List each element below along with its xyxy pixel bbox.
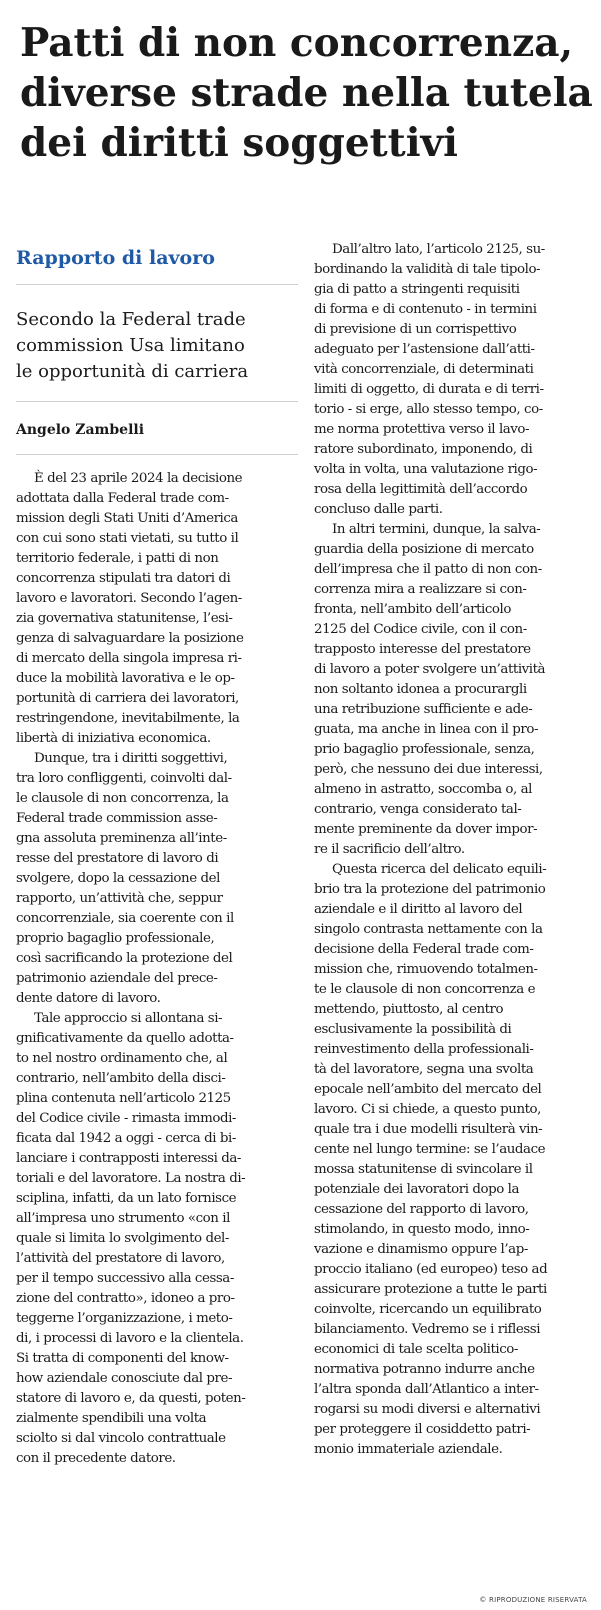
text-line: per il tempo successivo alla cessa- [16,1271,234,1286]
text-line: gia di patto a stringenti requisiti [314,282,520,297]
text-line: proprio bagaglio professionale, [16,931,215,946]
left-column-body [16,469,298,1469]
text-line: proccio italiano (ed europeo) teso ad [314,1262,548,1277]
text-line: duce la mobilità lavorativa e le op- [16,671,235,686]
headline-line: diverse strade nella tutela [20,70,593,116]
subheadline [16,307,298,402]
text-line: torio - si erge, allo stesso tempo, co- [314,402,543,417]
text-line: quale tra i due modelli risulterà vin- [314,1122,543,1137]
text-line: economici di tale scelta politico- [314,1342,518,1357]
section-kicker: Rapporto di lavoro [16,244,298,285]
text-line: monio immateriale aziendale. [314,1442,503,1457]
text-line: del Codice civile - rimasta immodi- [16,1111,236,1126]
author-byline: Angelo Zambelli [16,420,298,455]
text-line: teggerne l’organizzazione, i meto- [16,1311,233,1326]
text-line: gnificativamente da quello adotta- [16,1031,234,1046]
text-line: me norma protettiva verso il lavo- [314,422,530,437]
text-line: vazione e dinamismo oppure l’ap- [314,1242,528,1257]
text-line: di previsione di un corrispettivo [314,322,517,337]
text-line: zia governativa statunitense, l’esi- [16,611,233,626]
text-line: epocale nell’ambito del mercato del [314,1082,542,1097]
text-line: mossa statunitense di svincolare il [314,1162,533,1177]
right-column [314,240,585,1460]
text-line: concluso dalle parti. [314,502,443,517]
text-line: fronta, nell’ambito dell’articolo [314,602,511,617]
text-line: adeguato per l’astensione dall’atti- [314,342,535,357]
text-line: coinvolte, ricercando un equilibrato [314,1302,542,1317]
headline [20,18,593,168]
text-line: mission che, rimuovendo totalmen- [314,962,538,977]
text-line: almeno in astratto, soccomba o, al [314,782,532,797]
text-line: singolo contrasta nettamente con la [314,922,543,937]
text-line: patrimonio aziendale del prece- [16,971,218,986]
text-line: Dall’altro lato, l’articolo 2125, su- [332,242,545,257]
text-line: l’attività del prestatore di lavoro, [16,1251,225,1266]
text-line: prio bagaglio professionale, senza, [314,742,535,757]
text-line: però, che nessuno dei due interessi, [314,762,543,777]
paragraph [314,860,585,1460]
text-line: gna assoluta preminenza all’inte- [16,831,227,846]
text-line: per proteggere il cosiddetto patri- [314,1422,531,1437]
text-line: rogarsi su modi diversi e alternativi [314,1402,541,1417]
text-line: stimolando, in questo modo, inno- [314,1222,530,1237]
text-line: libertà di iniziativa economica. [16,731,211,746]
text-line: brio tra la protezione del patrimonio [314,882,546,897]
text-line: ficata dal 1942 a oggi - cerca di bi- [16,1131,236,1146]
subheadline-line: Secondo la Federal trade [16,309,246,330]
text-line: Federal trade commission asse- [16,811,218,826]
text-line: volta in volta, una valutazione rigo- [314,462,538,477]
subheadline-line: commission Usa limitano [16,335,245,356]
text-line: plina contenuta nell’articolo 2125 [16,1091,231,1106]
text-line: guardia della posizione di mercato [314,542,534,557]
text-line: sciolto si dal vincolo contrattuale [16,1431,226,1446]
left-column [16,244,298,1469]
text-line: esclusivamente la possibilità di [314,1022,512,1037]
text-line: di mercato della singola impresa ri- [16,651,242,666]
text-line: genza di salvaguardare la posizione [16,631,244,646]
text-line: bilanciamento. Vedremo se i riflessi [314,1322,541,1337]
text-line: con cui sono stati vietati, su tutto il [16,531,239,546]
text-line: rosa della legittimità dell’accordo [314,482,528,497]
text-line: zione del contratto», idoneo a pro- [16,1291,235,1306]
text-line: l’altra sponda dall’Atlantico a inter- [314,1382,539,1397]
text-line: vità concorrenziale, di determinati [314,362,534,377]
copyright-notice: © RIPRODUZIONE RISERVATA [479,1596,587,1604]
text-line: lavoro e lavoratori. Secondo l’agen- [16,591,242,606]
text-line: te le clausole di non concorrenza e [314,982,536,997]
text-line: di, i processi di lavoro e la clientela. [16,1331,244,1346]
text-line: di lavoro a poter svolgere un’attività [314,662,546,677]
text-line: una retribuzione sufficiente e ade- [314,702,533,717]
text-line: restringendone, inevitabilmente, la [16,711,240,726]
text-line: contrario, nell’ambito della disci- [16,1071,226,1086]
text-line: mente preminente da dover impor- [314,822,538,837]
text-line: concorrenza stipulati tra datori di [16,571,231,586]
text-line: assicurare protezione a tutte le parti [314,1282,547,1297]
text-line: zialmente spendibili una volta [16,1411,207,1426]
text-line: così sacrificando la protezione del [16,951,233,966]
text-line: Questa ricerca del delicato equili- [332,862,547,877]
paragraph [16,749,298,1009]
text-line: territorio federale, i patti di non [16,551,219,566]
text-line: In altri termini, dunque, la salva- [332,522,541,537]
text-line: sciplina, infatti, da un lato fornisce [16,1191,237,1206]
text-line: toriali e del lavoratore. La nostra di- [16,1171,246,1186]
text-line: decisione della Federal trade com- [314,942,534,957]
text-line: di forma e di contenuto - in termini [314,302,537,317]
text-line: adottata dalla Federal trade com- [16,491,229,506]
text-line: re il sacrificio dell’altro. [314,842,465,857]
text-line: aziendale e il diritto al lavoro del [314,902,523,917]
text-line: cente nel lungo termine: se l’audace [314,1142,546,1157]
text-line: ratore subordinato, imponendo, di [314,442,533,457]
paragraph [314,520,585,860]
headline-line: Patti di non concorrenza, [20,20,574,66]
text-line: tra loro confliggenti, coinvolti dal- [16,771,232,786]
text-line: potenziale dei lavoratori dopo la [314,1182,519,1197]
text-line: dell’impresa che il patto di non con- [314,562,542,577]
text-line: Dunque, tra i diritti soggettivi, [34,751,228,766]
text-line: svolgere, dopo la cessazione del [16,871,220,886]
text-line: guata, ma anche in linea con il pro- [314,722,539,737]
text-line: mission degli Stati Uniti d’America [16,511,238,526]
paragraph [314,240,585,520]
text-line: limiti di oggetto, di durata e di terri- [314,382,544,397]
text-line: lanciare i contrapposti interessi da- [16,1151,241,1166]
text-line: reinvestimento della professionali- [314,1042,534,1057]
paragraph [16,1009,298,1469]
text-line: 2125 del Codice civile, con il con- [314,622,527,637]
text-line: quale si limita lo svolgimento del- [16,1231,229,1246]
subheadline-line: le opportunità di carriera [16,361,249,382]
text-line: Si tratta di componenti del know- [16,1351,229,1366]
paragraph [16,469,298,749]
text-line: all’impresa uno strumento «con il [16,1211,230,1226]
text-line: Tale approccio si allontana si- [34,1011,223,1026]
text-line: le clausole di non concorrenza, la [16,791,229,806]
text-line: rapporto, un’attività che, seppur [16,891,223,906]
right-column-body [314,240,585,1460]
text-line: dente datore di lavoro. [16,991,161,1006]
text-line: con il precedente datore. [16,1451,176,1466]
headline-line: dei diritti soggettivi [20,120,458,166]
text-line: how aziendale conosciute dal pre- [16,1371,233,1386]
text-line: bordinando la validità di tale tipolo- [314,262,541,277]
text-line: concorrenziale, sia coerente con il [16,911,234,926]
text-line: cessazione del rapporto di lavoro, [314,1202,529,1217]
text-line: È del 23 aprile 2024 la decisione [34,471,243,486]
text-line: statore di lavoro e, da questi, poten- [16,1391,246,1406]
text-line: contrario, venga considerato tal- [314,802,522,817]
text-line: correnza mira a realizzare si con- [314,582,527,597]
text-line: portunità di carriera dei lavoratori, [16,691,239,706]
text-line: normativa potranno indurre anche [314,1362,535,1377]
text-line: trapposto interesse del prestatore [314,642,531,657]
text-line: resse del prestatore di lavoro di [16,851,219,866]
text-line: non soltanto idonea a procurargli [314,682,527,697]
text-line: lavoro. Ci si chiede, a questo punto, [314,1102,541,1117]
text-line: mettendo, piuttosto, al centro [314,1002,504,1017]
text-line: to nel nostro ordinamento che, al [16,1051,228,1066]
text-line: tà del lavoratore, segna una svolta [314,1062,534,1077]
